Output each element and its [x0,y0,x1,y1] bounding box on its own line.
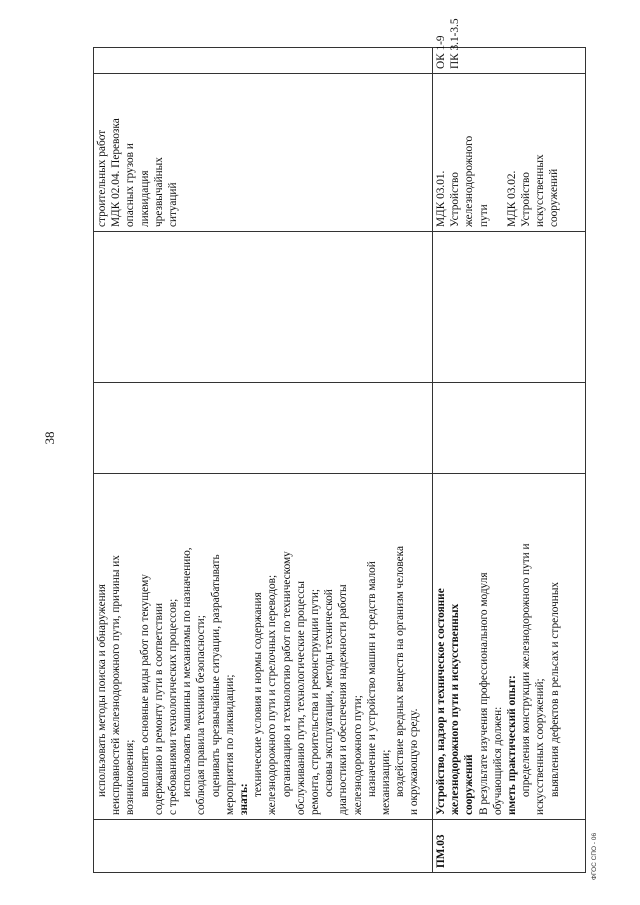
text-line: основы эксплуатации, методы технической [323,589,336,797]
text-line: строительных работ [96,129,108,227]
text-line: Устройство, надзор и техническое состояние [435,588,447,815]
text-line: выявления дефектов в рельсах и стрелочных [548,581,561,797]
text-line: знать: [238,783,251,815]
text-line: с требованиями технологических процессов; [167,598,180,815]
text-line: воздействие вредных веществ на организм человека [394,545,407,797]
text-line: и окружающую среду. [408,708,421,815]
text-line: чрезвычайных [152,157,165,227]
text-line: МДК 02.04. Перевозка [110,118,123,227]
competences-cell [433,18,586,74]
text-line: МДК 03.01. [435,170,447,227]
text-line: мероприятия по ликвидации; [223,674,236,815]
text-line: использовать машины и механизмы по назначению, [181,547,194,797]
text-line: железнодорожного [463,135,476,227]
text-line: обучающийся должен: [491,706,504,815]
module-code-cell [94,820,433,873]
text-line: железнодорожного пути и искусственных [449,603,462,815]
text-line: механизации; [380,749,393,815]
curriculum-table-container [93,18,585,873]
text-line: железнодорожного пути; [351,695,364,815]
table-row-pm03 [433,48,586,873]
text-line: сооружений [463,754,476,815]
text-line: выполнять основные виды работ по текущему [138,574,151,797]
table-row-continuation [94,48,433,873]
text-line: неисправностей железнодорожного пути, причины их [110,555,123,815]
text-line: определения конструкции железнодорожного пути и [520,543,533,797]
empty-cell-2 [433,232,586,383]
text-line: сооружений [548,168,561,227]
description-cell [433,474,586,820]
text-line: МДК 03.02. [505,170,518,227]
page-number: 38 [42,431,57,445]
text-line: назначение и устройство машин и средств малой [365,561,378,797]
empty-cell-1 [433,383,586,474]
mdk-cell [94,74,433,232]
text-line: обслуживанию пути, технологические процессы [294,581,307,815]
text-line: пути [477,204,490,227]
text-line: Устройство [449,172,462,227]
text-line: искусственных [534,154,547,227]
text-line: использовать методы поиска и обнаружения [96,584,108,797]
text-line: искусственных сооружений; [534,678,547,815]
footer-code: ФГОС СПО - 06 [591,832,598,880]
text-line: ремонта, строительства и реконструкции пути; [309,588,322,815]
module-code-cell: ПМ.03 [433,820,586,873]
text-line: содержанию и ремонту пути в соответствии [152,602,165,815]
text-line: ситуаций [167,182,180,227]
competences-cell [94,48,433,74]
text-line: ОК 1-9 [435,35,447,69]
mdk-cell [433,74,586,232]
curriculum-table [93,18,586,873]
mdk-lines [95,78,180,227]
text-line: возникновения; [124,739,137,815]
text-line: диагностики и обеспечения надежности работы [337,584,350,815]
text-line: соблюдая правила техники безопасности; [195,615,208,815]
text-line: оценивать чрезвычайные ситуации, разрабатывать [209,554,222,797]
text-line [491,78,505,227]
text-line: технические условия и нормы содержания [252,592,265,797]
mdk-lines [434,78,562,227]
empty-cell-1 [94,383,433,474]
text-line: В результате изучения профессионального модуля [477,572,490,815]
text-line: организацию и технологию работ по техническому [280,551,293,797]
text-line: ликвидация [138,170,151,227]
text-line: опасных грузов и [124,143,137,227]
text-line: Устройство [520,172,533,227]
competence-lines [434,18,462,69]
description-lines [434,478,562,815]
text-line: ПК 3.1-3.5 [449,18,462,69]
text-line: иметь практический опыт: [506,675,519,815]
description-cell [94,474,433,820]
description-lines [95,478,422,815]
text-line: железнодорожного пути и стрелочных переводов; [266,574,279,815]
empty-cell-2 [94,232,433,383]
